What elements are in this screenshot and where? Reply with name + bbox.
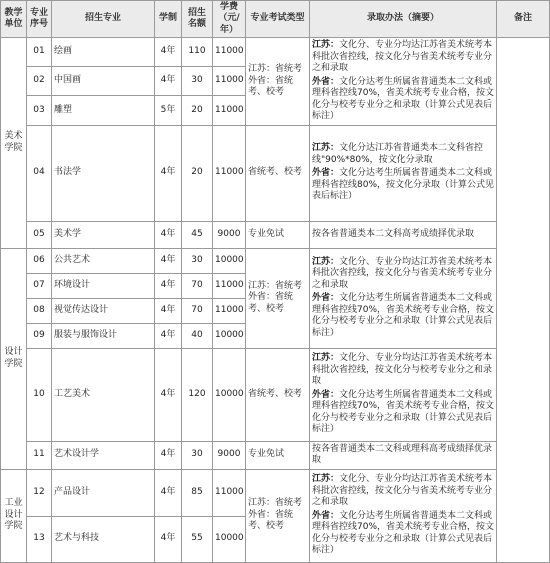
row-seq: 07	[27, 273, 52, 298]
admission-ws-label: 外省：	[312, 293, 340, 304]
exam-type: 江苏：省统考 外省：省统考、校考	[246, 38, 310, 126]
admission-ws-label: 外省：	[312, 510, 340, 521]
admission-ws	[312, 168, 494, 203]
exam-type: 江苏：省统考 外省：省统考、校考	[246, 469, 310, 562]
row-quota: 30	[182, 248, 213, 273]
row-major: 环境设计	[52, 273, 155, 298]
header-quota: 招生名额	[182, 1, 213, 38]
admission-ws-text: 文化分达考生所属省普通类本二文科或理科省控线70%，省美术统考专业合格，按文化分与校考专业分之和录取（计算公式见表后标注）	[312, 510, 495, 556]
row-quota: 70	[182, 298, 213, 323]
table-row	[1, 221, 550, 248]
row-quota: 40	[182, 323, 213, 348]
admission-ws	[312, 511, 494, 557]
row-quota: 45	[182, 221, 213, 248]
row-quota: 30	[182, 67, 213, 96]
header-admission: 录取办法（摘要）	[310, 1, 497, 38]
table-row	[1, 348, 550, 441]
row-years: 4年	[155, 441, 182, 469]
header-fee: 学费（元/年）	[213, 1, 246, 38]
admission-method: 按各省普通类本二文科高考成绩择优录取	[310, 221, 497, 248]
table-row	[1, 469, 550, 516]
row-fee: 10000	[213, 516, 246, 562]
row-major: 雕塑	[52, 96, 155, 125]
row-years: 5年	[155, 96, 182, 125]
row-quota: 120	[182, 348, 213, 441]
row-fee: 10000	[213, 348, 246, 441]
row-fee: 10000	[213, 323, 246, 348]
row-major: 书法学	[52, 125, 155, 221]
row-major: 中国画	[52, 67, 155, 96]
row-major: 产品设计	[52, 469, 155, 516]
admission-method	[310, 125, 497, 221]
row-major: 视觉传达设计	[52, 298, 155, 323]
admission-ws-label: 外省：	[312, 389, 340, 400]
admission-js	[312, 353, 494, 388]
admission-method	[310, 38, 497, 126]
unit-design: 设计学院	[1, 248, 27, 469]
row-major: 服装与服饰设计	[52, 323, 155, 348]
admission-js	[312, 40, 494, 75]
row-seq: 03	[27, 96, 52, 125]
row-years: 4年	[155, 348, 182, 441]
row-fee: 10000	[213, 248, 246, 273]
table-row	[1, 38, 550, 67]
row-quota: 55	[182, 516, 213, 562]
row-years: 4年	[155, 125, 182, 221]
header-major: 招生专业	[52, 1, 155, 38]
row-years: 4年	[155, 273, 182, 298]
admission-ws-label: 外省：	[312, 168, 340, 179]
row-years: 4年	[155, 248, 182, 273]
row-quota: 110	[182, 38, 213, 67]
admission-js-label: 江苏：	[312, 256, 340, 267]
row-years: 4年	[155, 298, 182, 323]
admission-ws-label: 外省：	[312, 76, 340, 87]
notes-cell	[497, 38, 550, 563]
admission-method	[310, 348, 497, 441]
table-row	[1, 248, 550, 273]
exam-type: 专业免试	[246, 221, 310, 248]
table-row	[1, 441, 550, 469]
row-major: 艺术设计学	[52, 441, 155, 469]
row-fee: 11000	[213, 469, 246, 516]
unit-fine-arts: 美术学院	[1, 38, 27, 249]
admission-method: 按各省普通类本二文科或理科高考成绩择优录取	[310, 441, 497, 469]
row-major: 艺术与科技	[52, 516, 155, 562]
admission-ws-text: 文化分达考生所属省普通类本二文科或理科省控线80%，按文化分录取（计算公式见表后标注）	[312, 168, 495, 202]
row-quota: 30	[182, 441, 213, 469]
row-major: 美术学	[52, 221, 155, 248]
admission-js-text: 文化分达江苏省普通类本二文科省控线"90%*80%，按文化分录取	[312, 143, 484, 165]
exam-type: 专业免试	[246, 441, 310, 469]
header-exam: 专业考试类型	[246, 1, 310, 38]
admission-ws	[312, 77, 494, 123]
header-unit: 教学单位	[1, 1, 27, 38]
admission-js-text: 文化分、专业分均达江苏省美术统考本科批次省控线，按文化分与校考专业分之和录取	[312, 353, 493, 387]
table-row	[1, 125, 550, 221]
row-fee: 11000	[213, 125, 246, 221]
admission-js-text: 文化分、专业分均达江苏省美术统考本科批次省控线，按文化分与省美术统考专业分之和录取	[312, 474, 493, 508]
admission-js	[312, 474, 494, 509]
row-seq: 12	[27, 469, 52, 516]
admission-js-label: 江苏：	[312, 353, 340, 364]
admission-js	[312, 257, 494, 292]
admission-js-text: 文化分、专业分均达江苏省美术统考本科批次省控线，按文化分与省美术统考专业分之和录取	[312, 256, 493, 290]
row-seq: 13	[27, 516, 52, 562]
row-quota: 20	[182, 96, 213, 125]
admission-js	[312, 143, 494, 166]
admission-method	[310, 248, 497, 348]
row-seq: 08	[27, 298, 52, 323]
row-fee: 11000	[213, 273, 246, 298]
row-years: 4年	[155, 67, 182, 96]
row-seq: 10	[27, 348, 52, 441]
row-fee: 11000	[213, 38, 246, 67]
row-years: 4年	[155, 221, 182, 248]
row-fee: 11000	[213, 96, 246, 125]
row-fee: 11000	[213, 298, 246, 323]
row-fee: 9000	[213, 221, 246, 248]
row-major: 公共艺术	[52, 248, 155, 273]
row-seq: 09	[27, 323, 52, 348]
admission-ws-text: 文化分达考生所属省普通类本二文科或理科省控线70%，省美术统考专业合格，按文化分与校考专业分之和录取（计算公式见表后标注）	[312, 293, 495, 338]
header-years: 学制	[155, 1, 182, 38]
exam-type: 省统考、校考	[246, 125, 310, 221]
admission-js-label: 江苏：	[312, 143, 340, 154]
header-row	[1, 1, 550, 38]
admission-ws	[312, 293, 494, 339]
unit-industrial: 工业设计学院	[1, 469, 27, 562]
admission-ws-text: 文化分达考生所属省普通类本二文科或理科省控线70%，省美术统考专业合格，按文化分与校考专业分之和录取（计算公式见表后标注）	[312, 389, 495, 435]
row-years: 4年	[155, 469, 182, 516]
row-seq: 06	[27, 248, 52, 273]
row-major: 工艺美术	[52, 348, 155, 441]
row-years: 4年	[155, 516, 182, 562]
row-fee: 9000	[213, 441, 246, 469]
row-quota: 70	[182, 273, 213, 298]
row-seq: 01	[27, 38, 52, 67]
row-seq: 05	[27, 221, 52, 248]
row-quota: 85	[182, 469, 213, 516]
header-seq: 专业序号	[27, 1, 52, 38]
exam-type: 江苏：省统考 外省：省统考、校考	[246, 248, 310, 348]
admission-js-text: 文化分、专业分均达江苏省美术统考本科批次省控线，按文化分与省美术统考专业分之和录取	[312, 40, 493, 73]
row-years: 4年	[155, 323, 182, 348]
admission-js-label: 江苏：	[312, 40, 340, 50]
row-seq: 11	[27, 441, 52, 469]
admission-ws-text: 文化分达考生所属省普通类本二文科或理科省控线70%，省美术统考专业合格，按文化分与校考专业分之和录取（计算公式见表后标注）	[312, 76, 495, 121]
row-major: 绘画	[52, 38, 155, 67]
row-fee: 11000	[213, 67, 246, 96]
row-quota: 20	[182, 125, 213, 221]
row-years: 4年	[155, 38, 182, 67]
row-seq: 02	[27, 67, 52, 96]
admission-js-label: 江苏：	[312, 474, 340, 485]
admission-method	[310, 469, 497, 562]
admission-ws	[312, 390, 494, 436]
header-notes: 备注	[497, 1, 550, 38]
exam-type: 省统考、校考	[246, 348, 310, 441]
row-seq: 04	[27, 125, 52, 221]
